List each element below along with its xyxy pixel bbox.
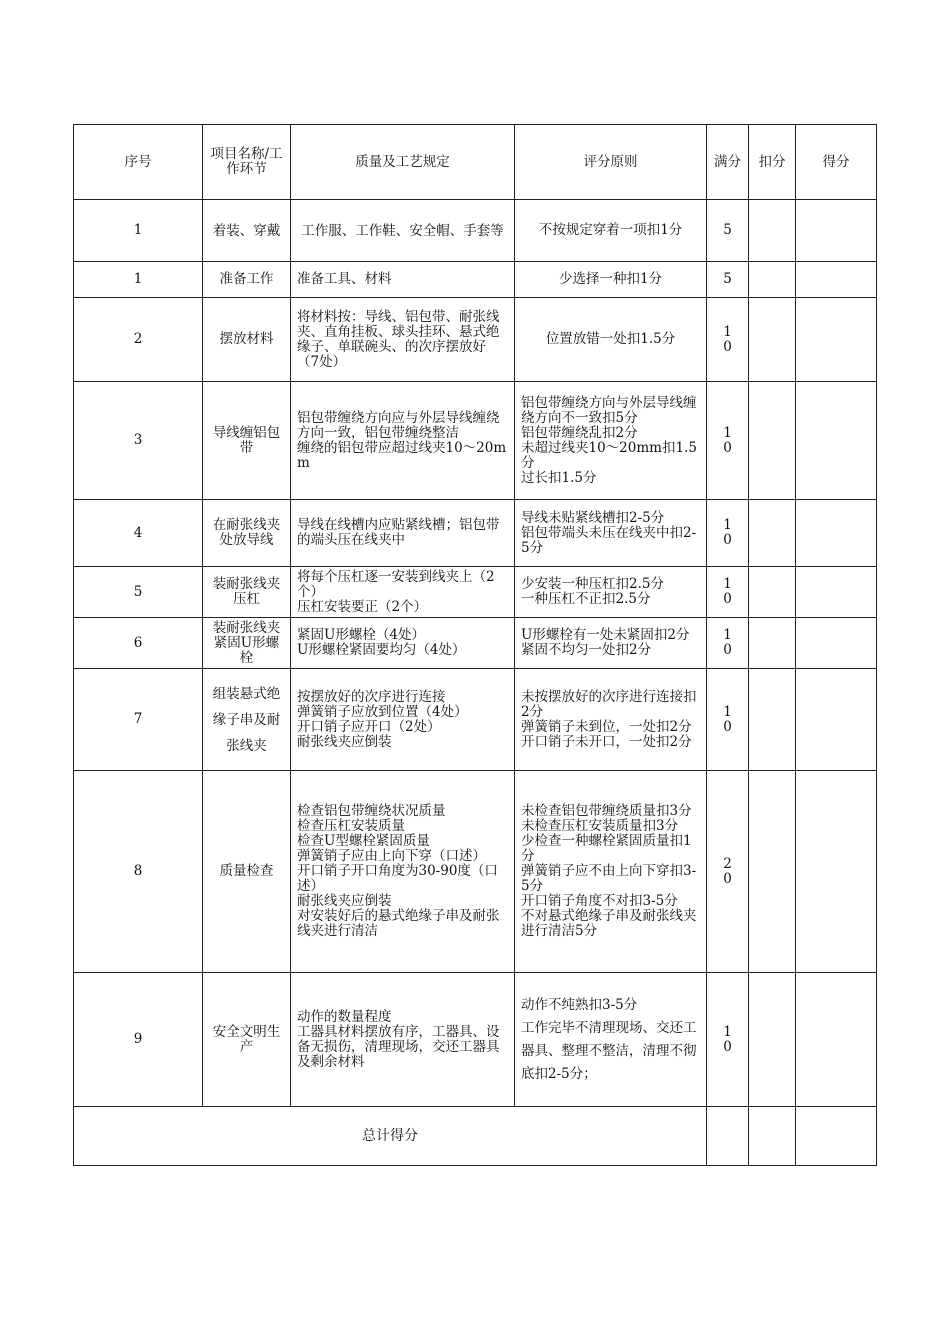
row-full-score: 10	[707, 567, 749, 618]
rule-line: 未检查压杠安装质量扣3分	[521, 818, 679, 834]
row-score-cell[interactable]	[796, 618, 877, 669]
row-spec	[291, 567, 515, 618]
table-row	[74, 200, 877, 262]
row-deduct-cell[interactable]	[749, 771, 796, 973]
rule-line: 一种压杠不正扣2.5分	[521, 591, 651, 607]
row-rule	[515, 973, 707, 1107]
table-row	[74, 567, 877, 618]
spec-line: 动作的数量程度	[297, 1008, 392, 1025]
row-item: 装耐张线夹压杠	[203, 567, 291, 618]
header-full: 满分	[707, 125, 749, 200]
table-row	[74, 771, 877, 973]
rule-line: 导线未贴紧线槽扣2-5分	[521, 509, 665, 526]
spec-line: 紧固U形螺栓（4处）	[297, 627, 425, 643]
row-deduct-cell[interactable]	[749, 567, 796, 618]
row-spec	[291, 973, 515, 1107]
row-item: 安全文明生产	[203, 973, 291, 1107]
row-rule	[515, 382, 707, 500]
spec-line: 耐张线夹应倒装	[297, 893, 392, 909]
row-deduct-cell[interactable]	[749, 973, 796, 1107]
row-score-cell[interactable]	[796, 262, 877, 298]
row-rule	[515, 618, 707, 669]
rule-line: U形螺栓有一处未紧固扣2分	[521, 627, 690, 643]
spec-line: 导线在线槽内应贴紧线槽；铝包带的端头压在线夹中	[297, 517, 500, 548]
table-row	[74, 262, 877, 298]
total-deduct-cell[interactable]	[749, 1107, 796, 1166]
row-deduct-cell[interactable]	[749, 298, 796, 382]
spec-line: 缠绕的铝包带应超过线夹10～20mm	[297, 439, 507, 471]
spec-line: U形螺栓紧固要均匀（4处）	[297, 642, 466, 658]
row-number: 6	[74, 618, 203, 669]
row-rule	[515, 298, 707, 382]
row-score-cell[interactable]	[796, 567, 877, 618]
row-item: 准备工作	[203, 262, 291, 298]
row-number: 2	[74, 298, 203, 382]
row-item: 摆放材料	[203, 298, 291, 382]
rule-line: 紧固不均匀一处扣2分	[521, 642, 652, 658]
rule-line: 铝包带缠绕乱扣2分	[521, 424, 638, 441]
row-item: 装耐张线夹紧固U形螺栓	[203, 618, 291, 669]
header-score: 得分	[796, 125, 877, 200]
spec-line: 对安装好后的悬式绝缘子串及耐张线夹进行清洁	[297, 908, 500, 939]
row-item: 导线缠铝包带	[203, 382, 291, 500]
row-spec	[291, 669, 515, 771]
row-deduct-cell[interactable]	[749, 500, 796, 567]
spec-line: 弹簧销子应放到位置（4处）	[297, 703, 468, 720]
row-item: 着装、穿戴	[203, 200, 291, 262]
row-item: 组装悬式绝缘子串及耐张线夹	[203, 669, 291, 771]
row-deduct-cell[interactable]	[749, 382, 796, 500]
row-number: 4	[74, 500, 203, 567]
total-label: 总计得分	[74, 1107, 707, 1166]
spec-line: 铝包带缠绕方向应与外层导线缠绕方向一致，铝包带缠绕整洁	[297, 409, 500, 441]
row-score-cell[interactable]	[796, 298, 877, 382]
row-deduct-cell[interactable]	[749, 669, 796, 771]
header-item: 项目名称/工作环节	[203, 125, 291, 200]
row-spec	[291, 618, 515, 669]
header-row	[74, 125, 877, 200]
rule-line: 弹簧销子未到位，一处扣2分	[521, 718, 692, 735]
rule-line: 铝包带端头未压在线夹中扣2-5分	[521, 524, 697, 556]
row-full-score: 10	[707, 382, 749, 500]
rule-line: 未检查铝包带缠绕质量扣3分	[521, 803, 692, 819]
scoring-table	[73, 124, 877, 1166]
total-full-cell	[707, 1107, 749, 1166]
rule-line: 少安装一种压杠扣2.5分	[521, 576, 664, 592]
spec-line: 工作服、工作鞋、安全帽、手套等	[301, 222, 504, 239]
row-spec	[291, 500, 515, 567]
row-number: 9	[74, 973, 203, 1107]
header-rule: 评分原则	[515, 125, 707, 200]
row-spec	[291, 262, 515, 298]
header-spec: 质量及工艺规定	[291, 125, 515, 200]
rule-line: 未按摆放好的次序进行连接扣2分	[521, 688, 697, 720]
row-full-score: 10	[707, 669, 749, 771]
row-score-cell[interactable]	[796, 669, 877, 771]
header-no: 序号	[74, 125, 203, 200]
rule-line: 不按规定穿着一项扣1分	[538, 222, 683, 238]
row-rule	[515, 771, 707, 973]
spec-line: 检查铝包带缠绕状况质量	[297, 803, 446, 819]
spec-line: 压杠安装要正（2个）	[297, 598, 428, 615]
row-number: 5	[74, 567, 203, 618]
table-row	[74, 382, 877, 500]
row-deduct-cell[interactable]	[749, 262, 796, 298]
row-spec	[291, 771, 515, 973]
row-deduct-cell[interactable]	[749, 200, 796, 262]
row-spec	[291, 200, 515, 262]
spec-line: 工器具材料摆放有序，工器具、设备无损伤，清理现场，交还工器具及剩余材料	[297, 1023, 500, 1070]
spec-line: 将每个压杠逐一安装到线夹上（2个）	[297, 568, 495, 600]
row-full-score: 5	[707, 200, 749, 262]
table-row	[74, 500, 877, 567]
row-deduct-cell[interactable]	[749, 618, 796, 669]
rule-line: 未超过线夹10～20mm扣1.5分	[521, 439, 697, 471]
row-full-score: 5	[707, 262, 749, 298]
rule-line: 少检查一种螺栓紧固质量扣1分	[521, 833, 692, 864]
row-number: 1	[74, 200, 203, 262]
row-full-score: 10	[707, 500, 749, 567]
row-full-score: 10	[707, 973, 749, 1107]
row-full-score: 10	[707, 618, 749, 669]
spec-line: 开口销子应开口（2处）	[297, 718, 441, 735]
table-row	[74, 618, 877, 669]
row-number: 7	[74, 669, 203, 771]
spec-line: 检查压杠安装质量	[297, 818, 405, 834]
row-full-score: 10	[707, 298, 749, 382]
spec-line: 耐张线夹应倒装	[297, 733, 392, 750]
row-rule	[515, 669, 707, 771]
rule-line: 位置放错一处扣1.5分	[545, 331, 676, 347]
spec-line: 开口销子开口角度为30-90度（口述）	[297, 863, 498, 894]
table-row	[74, 669, 877, 771]
rule-line: 不对悬式绝缘子串及耐张线夹进行清洁5分	[521, 908, 697, 939]
row-score-cell[interactable]	[796, 500, 877, 567]
rule-line: 弹簧销子应不由上向下穿扣3-5分	[521, 863, 697, 894]
row-full-score: 20	[707, 771, 749, 973]
row-item: 质量检查	[203, 771, 291, 973]
rule-line: 开口销子未开口，一处扣2分	[521, 733, 692, 750]
spec-line: 检查U型螺栓紧固质量	[297, 833, 430, 849]
total-score-cell[interactable]	[796, 1107, 877, 1166]
row-spec	[291, 298, 515, 382]
rule-line: 开口销子角度不对扣3-5分	[521, 893, 678, 909]
row-score-cell[interactable]	[796, 973, 877, 1107]
row-score-cell[interactable]	[796, 200, 877, 262]
row-number: 8	[74, 771, 203, 973]
rule-line: 铝包带缠绕方向与外层导线缠绕方向不一致扣5分	[521, 394, 697, 426]
rule-line: 过长扣1.5分	[521, 469, 597, 486]
spec-line: 将材料按：导线、铝包带、耐张线夹、直角挂板、球头挂环、悬式绝缘子、单联碗头、的次序摆放好（7处）	[297, 308, 500, 370]
rule-line: 少选择一种扣1分	[558, 271, 663, 287]
row-rule	[515, 500, 707, 567]
row-score-cell[interactable]	[796, 771, 877, 973]
row-spec	[291, 382, 515, 500]
row-number: 3	[74, 382, 203, 500]
row-score-cell[interactable]	[796, 382, 877, 500]
row-item: 在耐张线夹处放导线	[203, 500, 291, 567]
table-row	[74, 298, 877, 382]
table-row	[74, 973, 877, 1107]
spec-line: 按摆放好的次序进行连接	[297, 688, 446, 705]
row-number: 1	[74, 262, 203, 298]
header-deduct: 扣分	[749, 125, 796, 200]
row-rule	[515, 262, 707, 298]
total-row	[74, 1107, 877, 1166]
spec-line: 弹簧销子应由上向下穿（口述）	[297, 848, 486, 864]
row-rule	[515, 567, 707, 618]
rule-line: 工作完毕不清理现场、交还工器具、整理不整洁，清理不彻底扣2-5分；	[521, 1019, 697, 1082]
rule-line: 动作不纯熟扣3-5分	[521, 996, 638, 1013]
spec-line: 准备工具、材料	[297, 271, 392, 287]
row-rule	[515, 200, 707, 262]
